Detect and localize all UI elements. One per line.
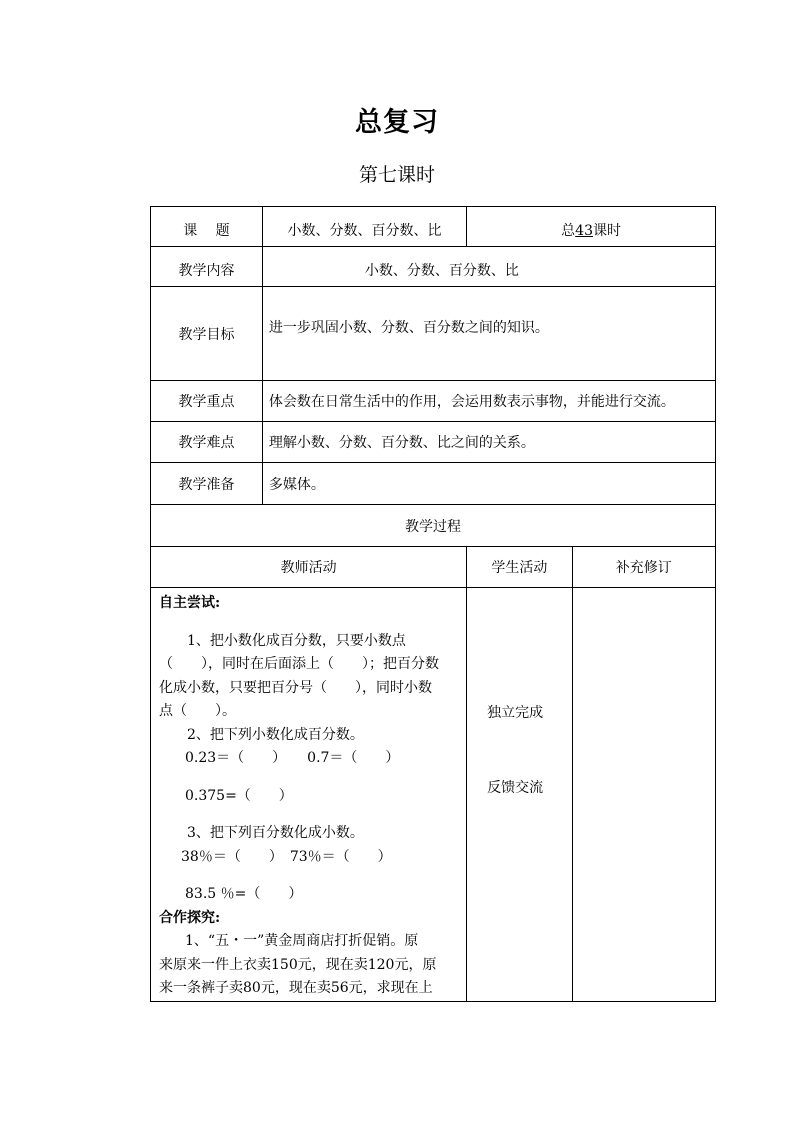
- content-value: 小数、分数、百分数、比: [262, 247, 715, 287]
- revision-header: 补充修订: [572, 547, 715, 588]
- preparation-row: [151, 463, 716, 505]
- doc-title: 总复习: [355, 107, 439, 138]
- preparation-label: 教学准备: [151, 463, 263, 505]
- objective-label: 教学目标: [151, 287, 263, 381]
- doc-subtitle: 第七课时: [358, 164, 435, 186]
- q1-line3: 化成小数，只要把百分号（ ），同时小数: [159, 679, 432, 696]
- keypoint-row: [151, 381, 716, 422]
- student-activity-cell: [467, 588, 572, 1002]
- content-label: 教学内容: [151, 247, 263, 287]
- q3-items-b: 83.5 ％=（ ）: [185, 886, 303, 902]
- total-number: 43: [575, 222, 593, 239]
- self-try-heading: 自主尝试:: [159, 595, 221, 611]
- process-body-row: [151, 588, 716, 1002]
- q1-line1: 1、把小数化成百分数，只要小数点: [187, 632, 406, 649]
- explore-line2: 来原来一件上衣卖150元，现在卖120元，原: [159, 956, 437, 973]
- topic-row: [151, 207, 716, 247]
- total-suffix: 课时: [592, 222, 621, 239]
- topic-value: 小数、分数、百分数、比: [262, 207, 466, 247]
- student-activity-2: 反馈交流: [487, 780, 544, 796]
- q1-line4: 点（ ）。: [159, 703, 236, 719]
- process-title: 教学过程: [151, 505, 716, 547]
- lesson-plan-table: [150, 206, 716, 1002]
- content-row: [151, 247, 716, 287]
- revision-cell: [572, 588, 715, 1002]
- total-periods: [467, 207, 716, 247]
- difficulty-value: 理解小数、分数、百分数、比之间的关系。: [262, 422, 715, 463]
- q3-items-a: 38％＝（ ） 73％＝（ ）: [181, 848, 392, 865]
- explore-heading: 合作探究:: [159, 909, 221, 926]
- q2-heading: 2、把下列小数化成百分数。: [187, 726, 364, 743]
- process-title-row: [151, 505, 716, 547]
- objective-row: [151, 287, 716, 381]
- explore-line3: 来一条裤子卖80元，现在卖56元，求现在上: [159, 980, 433, 996]
- q1-line2: （ ），同时在后面添上（ ）；把百分数: [159, 656, 439, 672]
- process-header-row: [151, 547, 716, 588]
- student-activity-1: 独立完成: [487, 705, 544, 721]
- q2-items-a: 0.23＝（ ） 0.7＝（ ）: [185, 750, 400, 766]
- q2-items-b: 0.375=（ ）: [185, 787, 293, 804]
- student-activity-header: 学生活动: [467, 547, 572, 588]
- q3-heading: 3、把下列百分数化成小数。: [187, 825, 364, 841]
- teacher-activity-header: 教师活动: [151, 547, 467, 588]
- topic-label: 课 题: [151, 207, 263, 247]
- difficulty-row: [151, 422, 716, 463]
- difficulty-label: 教学难点: [151, 422, 263, 463]
- keypoint-label: 教学重点: [151, 381, 263, 422]
- total-prefix: 总: [561, 222, 576, 239]
- keypoint-value: 体会数在日常生活中的作用，会运用数表示事物，并能进行交流。: [262, 381, 715, 422]
- teacher-activity-cell: [151, 588, 467, 1002]
- preparation-value: 多媒体。: [262, 463, 715, 505]
- explore-line1: 1、“五・一”黄金周商店打折促销。原: [185, 933, 419, 949]
- objective-value: 进一步巩固小数、分数、百分数之间的知识。: [262, 287, 715, 381]
